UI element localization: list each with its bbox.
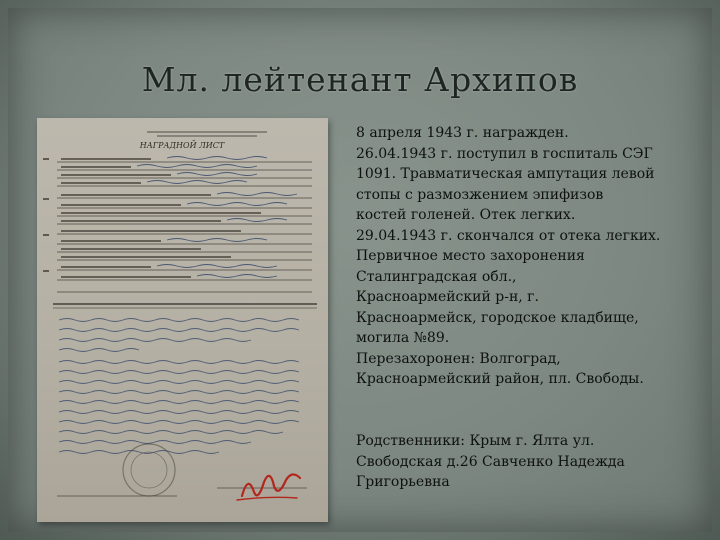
award-sheet-scan-drawing (37, 118, 328, 522)
biography-line: 29.04.1943 г. скончался от отека легких. (356, 227, 661, 244)
relatives-text (356, 431, 696, 493)
biography-line: Перезахоронен: Волгоград, (356, 350, 561, 367)
relatives-line: Григорьевна (356, 474, 450, 490)
slide-title: Мл. лейтенант Архипов (141, 60, 579, 99)
biography-line: 1091. Травматическая ампутация левой (356, 166, 655, 182)
biography-line: могила №89. (356, 330, 450, 346)
red-signature (242, 474, 300, 496)
biography-line: 26.04.1943 г. поступил в госпиталь СЭГ (356, 145, 653, 162)
biography-line: Первичное место захоронения (356, 248, 585, 264)
biography-line: Красноармейский р-н, г. (356, 289, 539, 305)
biography-text (356, 123, 706, 390)
award-sheet-document-image (37, 118, 328, 522)
relatives-line: Свободская д.26 Савченко Надежда (356, 453, 625, 470)
biography-line: стопы с размозжением эпифизов (356, 186, 604, 203)
biography-line: костей голеней. Отек легких. (356, 207, 576, 223)
biography-line: Сталинградская обл., (356, 268, 517, 285)
relatives-line: Родственники: Крым г. Ялта ул. (356, 433, 595, 449)
biography-line: 8 апреля 1943 г. награжден. (356, 125, 569, 141)
official-stamp (123, 444, 175, 496)
document-heading: НАГРАДНОЙ ЛИСТ (139, 141, 225, 150)
biography-line: Красноармейский район, пл. Свободы. (356, 371, 644, 387)
biography-line: Красноармейск, городское кладбище, (356, 309, 639, 326)
